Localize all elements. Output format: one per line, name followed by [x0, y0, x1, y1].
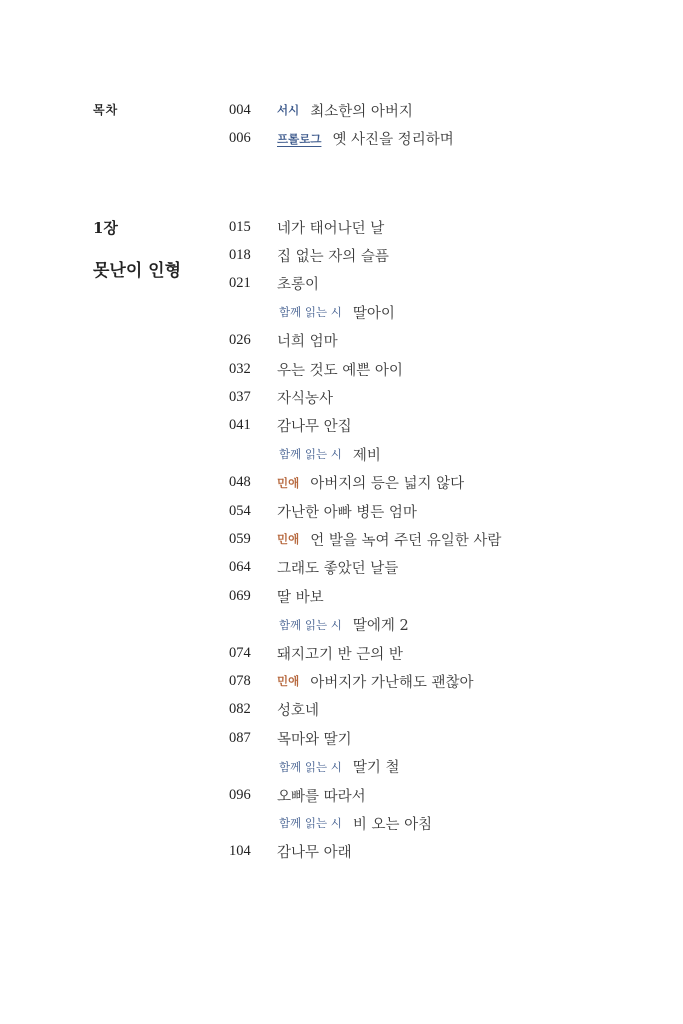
minae-tag: 민애 — [277, 674, 300, 689]
entry-tag: 서시 — [277, 103, 300, 118]
entry-title: 딸아이 — [352, 305, 395, 322]
toc-entry[interactable] — [229, 639, 501, 667]
entry-title: 옛 사진을 정리하며 — [332, 132, 454, 149]
page-number: 078 — [229, 672, 251, 689]
toc-entry[interactable] — [229, 412, 501, 440]
page-number: 026 — [229, 332, 251, 349]
toc-entry[interactable] — [229, 781, 501, 809]
toc-entry[interactable] — [229, 327, 501, 355]
entry-title: 집 없는 자의 슬픔 — [277, 249, 389, 266]
toc-entry[interactable] — [229, 355, 501, 383]
toc-entry[interactable] — [229, 554, 501, 582]
entry-title: 우는 것도 예쁜 아이 — [277, 362, 403, 379]
toc-poem-entry[interactable] — [229, 610, 501, 638]
page-number: 082 — [229, 701, 251, 718]
entry-title: 제비 — [352, 447, 381, 464]
page-number: 054 — [229, 502, 251, 519]
entry-tag: 프롤로그 — [277, 131, 322, 146]
page-number: 018 — [229, 247, 251, 264]
page-number: 048 — [229, 474, 251, 491]
entry-title: 딸기 철 — [352, 760, 400, 777]
entry-title: 자식농사 — [277, 391, 334, 408]
entry-title: 감나무 아래 — [277, 845, 352, 862]
page-number: 041 — [229, 417, 251, 434]
page-number: 059 — [229, 530, 251, 547]
entry-title: 초롱이 — [277, 277, 320, 294]
page-number: 096 — [229, 786, 251, 803]
toc-entry[interactable] — [229, 838, 501, 866]
entry-title: 돼지고기 반 근의 반 — [277, 646, 403, 663]
poem-tag: 함께 읽는 시 — [279, 759, 342, 774]
entry-title: 목마와 딸기 — [277, 731, 352, 748]
toc-entry[interactable] — [229, 383, 501, 411]
toc-entry[interactable] — [229, 469, 501, 497]
page-number: 021 — [229, 275, 251, 292]
toc-poem-entry[interactable] — [229, 440, 501, 468]
entry-title: 아버지의 등은 넓지 않다 — [310, 476, 465, 493]
entry-title: 그래도 좋았던 날들 — [277, 561, 399, 578]
toc-entry[interactable] — [229, 696, 501, 724]
toc-entry[interactable] — [229, 96, 454, 124]
toc-entry[interactable] — [229, 213, 501, 241]
poem-tag: 함께 읽는 시 — [279, 447, 342, 462]
page-number: 104 — [229, 843, 251, 860]
toc-entry[interactable] — [229, 582, 501, 610]
entry-title: 오빠를 따라서 — [277, 788, 366, 805]
page-number: 006 — [229, 130, 251, 147]
toc-poem-entry[interactable] — [229, 809, 501, 837]
toc-entry[interactable] — [229, 724, 501, 752]
page-number: 064 — [229, 559, 251, 576]
entry-title: 가난한 아빠 병든 엄마 — [277, 504, 417, 521]
toc-entry[interactable] — [229, 241, 501, 269]
chapter-entries — [229, 213, 501, 866]
poem-tag: 함께 읽는 시 — [279, 305, 342, 320]
toc-entry[interactable] — [229, 124, 454, 152]
page-number: 074 — [229, 644, 251, 661]
minae-tag: 민애 — [277, 532, 300, 547]
toc-entry[interactable] — [229, 667, 501, 695]
poem-tag: 함께 읽는 시 — [279, 617, 342, 632]
toc-entry[interactable] — [229, 497, 501, 525]
chapter-title: 못난이 인형 — [93, 261, 182, 281]
poem-tag: 함께 읽는 시 — [279, 816, 342, 831]
toc-entry[interactable] — [229, 270, 501, 298]
entry-title: 딸에게 2 — [352, 618, 409, 635]
entry-title: 최소한의 아버지 — [310, 103, 413, 120]
chapter-number: 1장 — [93, 219, 118, 237]
minae-tag: 민애 — [277, 475, 300, 490]
entry-title: 너희 엄마 — [277, 334, 338, 351]
entry-title: 감나무 안집 — [277, 419, 352, 436]
page-number: 069 — [229, 587, 251, 604]
entry-title: 딸 바보 — [277, 589, 324, 606]
page-number: 015 — [229, 218, 251, 235]
page-number: 004 — [229, 101, 251, 118]
page-number: 032 — [229, 360, 251, 377]
front-matter-list — [229, 96, 454, 153]
entry-title: 네가 태어나던 날 — [277, 220, 385, 237]
toc-entry[interactable] — [229, 525, 501, 553]
page-number: 087 — [229, 729, 251, 746]
entry-title: 언 발을 녹여 주던 유일한 사람 — [310, 532, 502, 549]
entry-title: 아버지가 가난해도 괜찮아 — [310, 674, 474, 691]
toc-label: 목차 — [93, 103, 119, 117]
toc-poem-entry[interactable] — [229, 752, 501, 780]
entry-title: 비 오는 아침 — [352, 816, 433, 833]
page-number: 037 — [229, 389, 251, 406]
entry-title: 성호네 — [277, 703, 320, 720]
toc-poem-entry[interactable] — [229, 298, 501, 326]
